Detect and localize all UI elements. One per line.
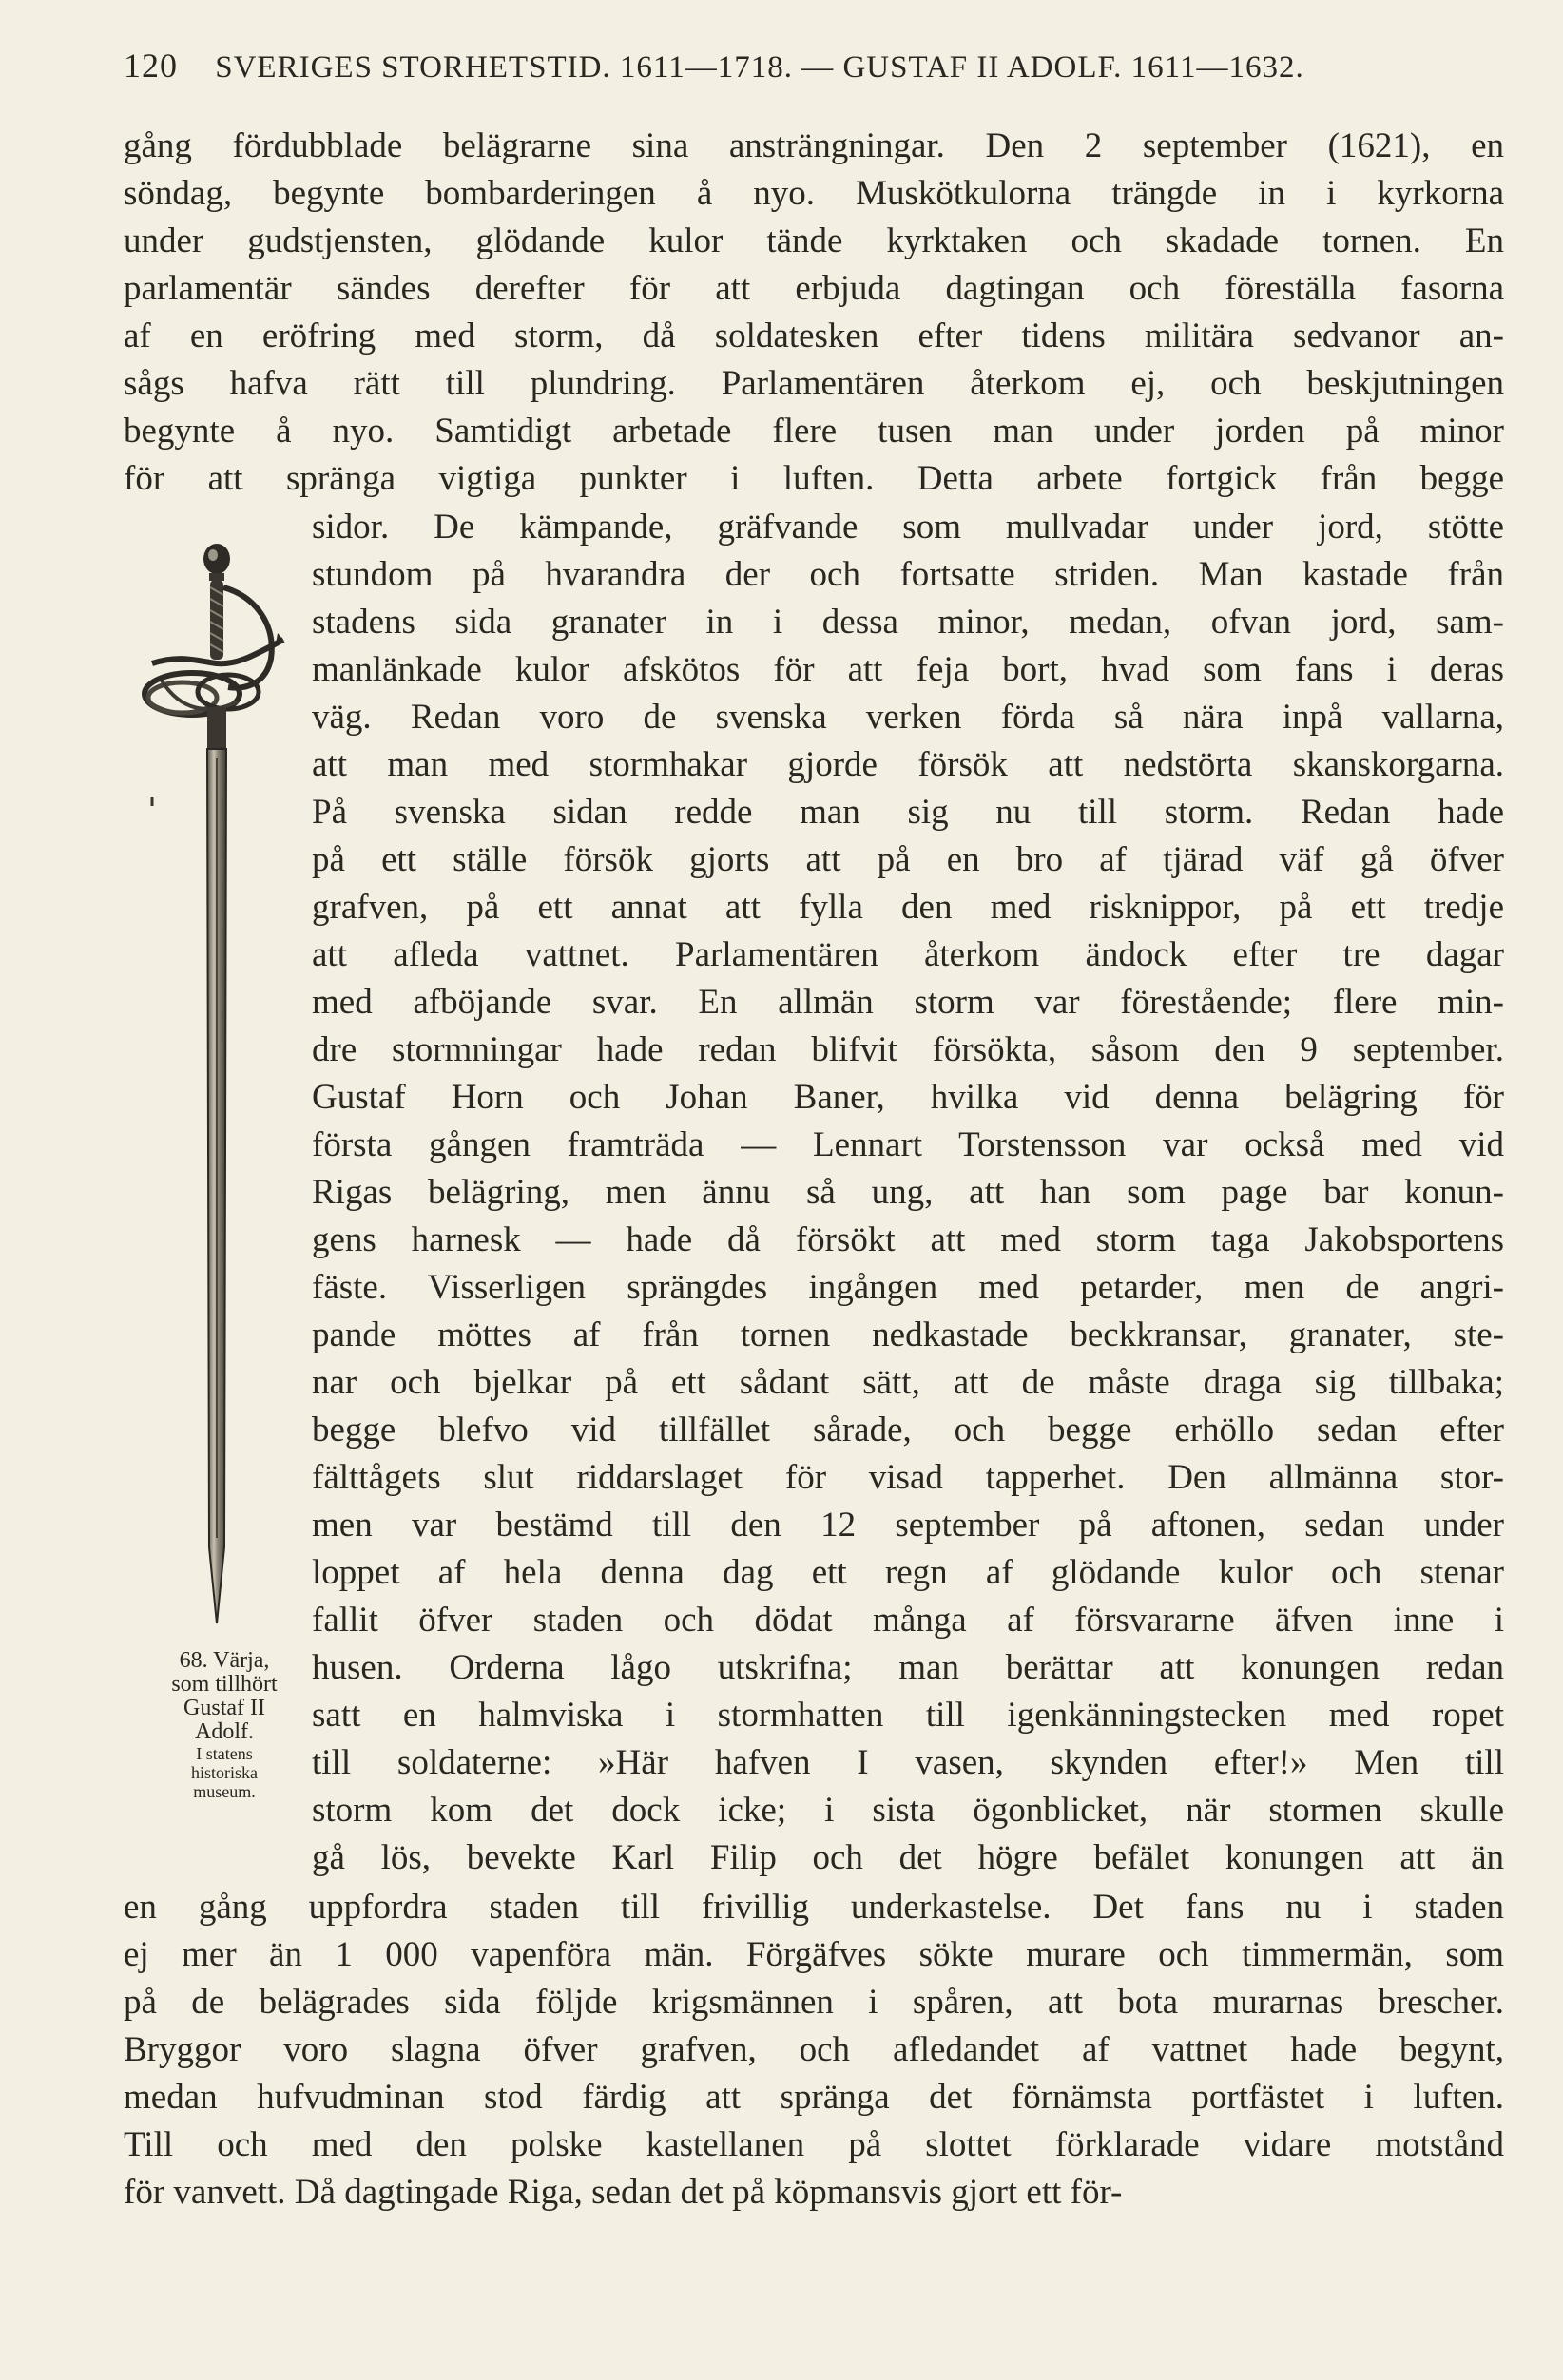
text-line: att man med stormhakar gjorde försök att nedstörta skanskorgarna. <box>312 745 1504 784</box>
text-line: för vanvett. Då dagtingade Riga, sedan det på köpmansvis gjort ett för- <box>124 2173 1123 2212</box>
text-line: begynte å nyo. Samtidigt arbetade flere tusen man under jorden på minor <box>124 412 1504 451</box>
text-line: af en eröfring med storm, då soldatesken efter tidens militära sedvanor an- <box>124 317 1504 355</box>
text-line: sidor. De kämpande, gräfvande som mullvadar under jord, stötte <box>312 508 1504 547</box>
text-line: På svenska sidan redde man sig nu till storm. Redan hade <box>312 793 1504 832</box>
text-line: på ett ställe försök gjorts att på en bro af tjärad väf gå öfver <box>312 840 1504 879</box>
running-header <box>124 46 1455 93</box>
rapier-illustration <box>133 521 285 1642</box>
text-line: nar och bjelkar på ett sådant sätt, att de måste draga sig tillbaka; <box>312 1363 1504 1402</box>
text-line: husen. Orderna lågo utskrifna; man berättar att konungen redan <box>312 1648 1504 1687</box>
text-line: en gång uppfordra staden till frivillig underkastelse. Det fans nu i staden <box>124 1888 1504 1927</box>
text-line: satt en halmviska i stormhatten till igenkänningstecken med ropet <box>312 1696 1504 1735</box>
text-line: gå lös, bevekte Karl Filip och det högre befälet konungen att än <box>312 1838 1504 1877</box>
caption-line: I statens <box>196 1744 253 1763</box>
text-line: på de belägrades sida följde krigsmännen i spåren, att bota murarnas brescher. <box>124 1983 1504 2022</box>
page-number: 120 <box>124 47 178 85</box>
text-line: för att spränga vigtiga punkter i luften. Detta arbete fortgick från begge <box>124 459 1504 498</box>
running-title: SVERIGES STORHETSTID. 1611—1718. — GUSTAF II ADOLF. 1611—1632. <box>215 50 1304 85</box>
text-line: med afböjande svar. En allmän storm var förestående; flere min- <box>312 983 1504 1022</box>
text-line: parlamentär sändes derefter för att erbjuda dagtingan och föreställa fasorna <box>124 269 1504 308</box>
text-line: loppet af hela denna dag ett regn af glödande kulor och stenar <box>312 1553 1504 1592</box>
caption-line: 68. Värja, <box>179 1648 270 1673</box>
caption-line: Adolf. <box>195 1719 254 1744</box>
text-line: begge blefvo vid tillfället sårade, och begge erhöllo sedan efter <box>312 1411 1504 1449</box>
text-line: fallit öfver staden och dödat många af försvararne äfven inne i <box>312 1601 1504 1640</box>
text-line: söndag, begynte bombarderingen å nyo. Muskötkulorna trängde in i kyrkorna <box>124 174 1504 213</box>
text-line: dre stormningar hade redan blifvit försökta, såsom den 9 september. <box>312 1030 1504 1069</box>
text-line: fäste. Visserligen sprängdes ingången med petarder, men de angri- <box>312 1268 1504 1307</box>
caption-line: som tillhört <box>171 1672 278 1697</box>
text-line: ej mer än 1 000 vapenföra män. Förgäfves sökte murare och timmermän, som <box>124 1935 1504 1974</box>
text-line: gens harnesk — hade då försökt att med storm taga Jakobsportens <box>312 1220 1504 1259</box>
text-line: Gustaf Horn och Johan Baner, hvilka vid denna belägring för <box>312 1078 1504 1117</box>
text-line: Till och med den polske kastellanen på slottet förklarade vidare motstånd <box>124 2125 1504 2164</box>
caption-line: historiska <box>191 1763 258 1782</box>
text-line: första gången framträda — Lennart Torstensson var också med vid <box>312 1125 1504 1164</box>
caption-line: museum. <box>193 1782 256 1801</box>
text-line: att afleda vattnet. Parlamentären återkom ändock efter tre dagar <box>312 935 1504 974</box>
caption-line: Gustaf II <box>183 1696 265 1720</box>
figure-caption <box>133 1649 316 1801</box>
text-line: sågs hafva rätt till plundring. Parlamentären återkom ej, och beskjutningen <box>124 364 1504 403</box>
text-line: storm kom det dock icke; i sista ögonblicket, när stormen skulle <box>312 1791 1504 1830</box>
text-line: väg. Redan voro de svenska verken förda så nära inpå vallarna, <box>312 698 1504 737</box>
text-line: grafven, på ett annat att fylla den med risknippor, på ett tredje <box>312 888 1504 927</box>
text-line: Rigas belägring, men ännu så ung, att han som page bar konun- <box>312 1173 1504 1212</box>
text-line: gång fördubblade belägrarne sina ansträngningar. Den 2 september (1621), en <box>124 126 1504 165</box>
text-line: fälttågets slut riddarslaget för visad tapperhet. Den allmänna stor- <box>312 1458 1504 1497</box>
text-line: pande möttes af från tornen nedkastade beckkransar, granater, ste- <box>312 1315 1504 1354</box>
text-line: men var bestämd till den 12 september på aftonen, sedan under <box>312 1506 1504 1545</box>
text-line: under gudstjensten, glödande kulor tände kyrktaken och skadade tornen. En <box>124 221 1504 260</box>
text-line: stundom på hvarandra der och fortsatte striden. Man kastade från <box>312 555 1504 594</box>
text-line: till soldaterne: »Här hafven I vasen, skynden efter!» Men till <box>312 1743 1504 1782</box>
text-line: manlänkade kulor afskötos för att feja bort, hvad som fans i deras <box>312 650 1504 689</box>
text-line: medan hufvudminan stod färdig att spränga det förnämsta portfästet i luften. <box>124 2078 1504 2117</box>
text-line: stadens sida granater in i dessa minor, medan, ofvan jord, sam- <box>312 603 1504 642</box>
text-line: Bryggor voro slagna öfver grafven, och afledandet af vattnet hade begynt, <box>124 2030 1504 2069</box>
